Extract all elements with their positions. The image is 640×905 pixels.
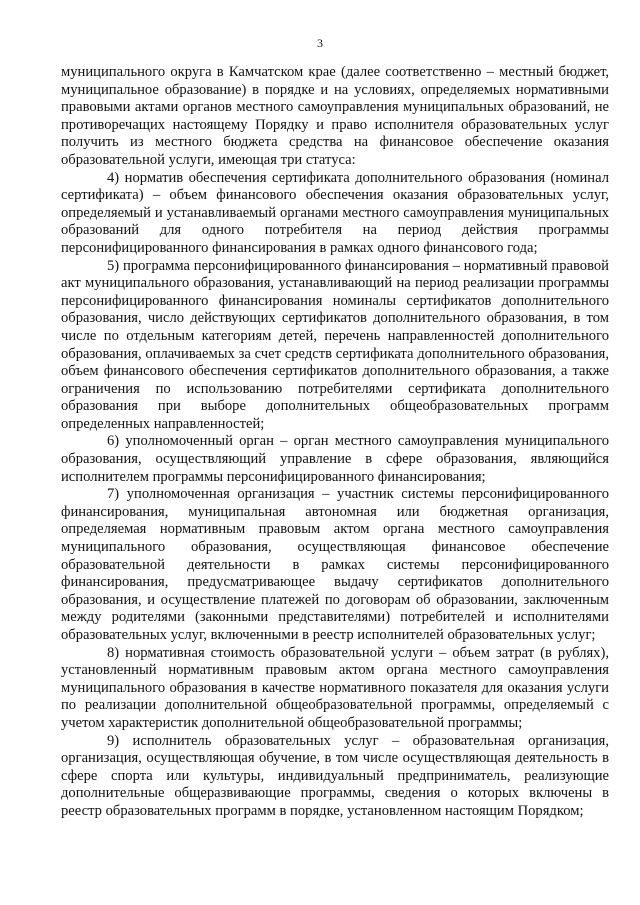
paragraph-item-8: 8) нормативная стоимость образовательной услуги – объем затрат (в рублях), установленный нормативным правовым актом органа местного самоуправления муниципального образования в качестве нормативного показателя для оказания услуги по реализации дополнительной общеобразовательной программы, определяемый с учетом характеристик дополнительной общеобразовательной программы; — [61, 644, 609, 731]
document-body — [61, 64, 609, 821]
paragraph-item-7: 7) уполномоченная организация – участник системы персонифицированного финансирования, муниципальная автономная или бюджетная организация, определяемая нормативным правовым актом органа местного самоуправления муниципального образования, осуществляющая финансовое обеспечение образовательной деятельности в рамках системы персонифицированного финансирования, предусматривающее выдачу сертификатов дополнительного образования, и осуществление платежей по договорам об образовании, заключенным между родителями (законными представителями) потребителей и исполнителями образовательных услуг, включенными в реестр исполнителей образовательных услуг; — [61, 486, 609, 643]
page-number: 3 — [317, 36, 323, 50]
paragraph-item-9: 9) исполнитель образовательных услуг – образовательная организация, организация, осуществляющая обучение, в том числе осуществляющая деятельность в сфере спорта или культуры, индивидуальный предприниматель, реализующие дополнительные общеразвивающие программы, сведения о которых включены в реестр образовательных программ в порядке, установленном настоящим Порядком; — [61, 732, 609, 819]
paragraph-item-5: 5) программа персонифицированного финансирования – нормативный правовой акт муниципального образования, устанавливающий на период реализации программы персонифицированного финансирования номиналы сертификатов дополнительного образования, число действующих сертификатов дополнительного образования, в том числе по отдельным категориям детей, перечень направленностей дополнительного образования, оплачиваемых за счет средств сертификата дополнительного образования, объем финансового обеспечения сертификатов дополнительного образования, а также ограничения по использованию потребителями сертификата дополнительного образования при выборе дополнительных общеобразовательных программ определенных направленностей; — [61, 257, 609, 432]
paragraph-item-6: 6) уполномоченный орган – орган местного самоуправления муниципального образования, осуществляющий управление в сфере образования, являющийся исполнителем программы персонифицированного финансирования; — [61, 433, 609, 485]
paragraph-item-4: 4) норматив обеспечения сертификата дополнительного образования (номинал сертификата) – объем финансового обеспечения оказания образовательных услуг, определяемый и устанавливаемый органами местного самоуправления муниципальных образований для одного потребителя на период действия программы персонифицированного финансирования в рамках одного финансового года; — [61, 169, 609, 256]
paragraph-continuation: муниципального округа в Камчатском крае (далее соответственно – местный бюджет, муниципальное образование) в порядке и на условиях, определяемых нормативными правовыми актами органов местного самоуправления муниципальных образований, не противоречащих настоящему Порядку и право исполнителя образовательных услуг получить из местного бюджета средства на финансовое обеспечение оказания образовательной услуги, имеющая три статуса: — [61, 64, 609, 168]
